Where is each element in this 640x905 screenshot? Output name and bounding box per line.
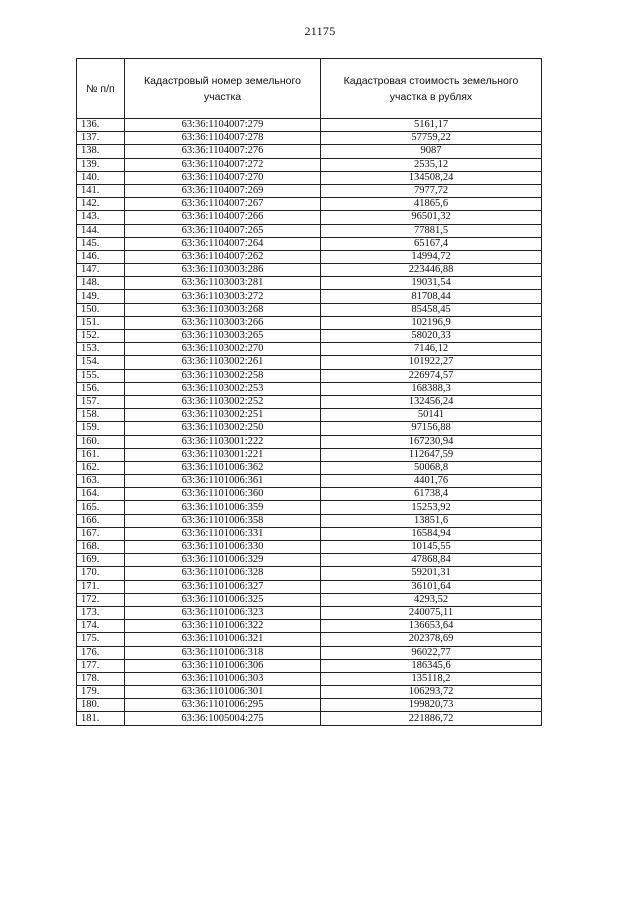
cadastral-value-cell: 58020,33 xyxy=(321,330,542,343)
cadastral-value-cell: 16584,94 xyxy=(321,527,542,540)
table-row xyxy=(77,633,542,646)
row-number-cell: 141. xyxy=(77,184,125,197)
table-row xyxy=(77,488,542,501)
cadastral-number-cell: 63:36:1101006:327 xyxy=(125,580,321,593)
cadastral-value-cell: 221886,72 xyxy=(321,712,542,725)
table-row xyxy=(77,369,542,382)
row-number-cell: 163. xyxy=(77,475,125,488)
row-number-cell: 162. xyxy=(77,461,125,474)
cadastral-number-cell: 63:36:1101006:328 xyxy=(125,567,321,580)
table-row xyxy=(77,184,542,197)
row-number-cell: 160. xyxy=(77,435,125,448)
cadastral-number-cell: 63:36:1103002:251 xyxy=(125,409,321,422)
cadastral-value-cell: 10145,55 xyxy=(321,541,542,554)
cadastral-value-cell: 81708,44 xyxy=(321,290,542,303)
cadastral-value-cell: 134508,24 xyxy=(321,171,542,184)
cadastral-number-cell: 63:36:1104007:276 xyxy=(125,145,321,158)
table-row xyxy=(77,686,542,699)
cadastral-value-cell: 97156,88 xyxy=(321,422,542,435)
row-number-cell: 173. xyxy=(77,606,125,619)
cadastral-number-cell: 63:36:1103001:221 xyxy=(125,448,321,461)
cadastral-number-cell: 63:36:1103001:222 xyxy=(125,435,321,448)
cadastral-value-cell: 4293,52 xyxy=(321,593,542,606)
cadastral-value-cell: 112647,59 xyxy=(321,448,542,461)
row-number-cell: 150. xyxy=(77,303,125,316)
cadastral-number-cell: 63:36:1101006:325 xyxy=(125,593,321,606)
row-number-cell: 146. xyxy=(77,250,125,263)
cadastral-number-cell: 63:36:1104007:267 xyxy=(125,198,321,211)
table-row xyxy=(77,290,542,303)
cadastral-number-cell: 63:36:1101006:323 xyxy=(125,606,321,619)
row-number-cell: 153. xyxy=(77,343,125,356)
row-number-cell: 165. xyxy=(77,501,125,514)
cadastral-value-cell: 14994,72 xyxy=(321,250,542,263)
row-number-cell: 178. xyxy=(77,672,125,685)
cadastral-value-cell: 59201,31 xyxy=(321,567,542,580)
cadastral-number-cell: 63:36:1104007:270 xyxy=(125,171,321,184)
cadastral-number-cell: 63:36:1101006:303 xyxy=(125,672,321,685)
table-row xyxy=(77,527,542,540)
row-number-cell: 179. xyxy=(77,686,125,699)
table-row xyxy=(77,264,542,277)
cadastral-value-cell: 50141 xyxy=(321,409,542,422)
cadastral-number-cell: 63:36:1103002:253 xyxy=(125,382,321,395)
cadastral-value-cell: 19031,54 xyxy=(321,277,542,290)
table-row xyxy=(77,303,542,316)
table-row xyxy=(77,158,542,171)
cadastral-number-cell: 63:36:1101006:301 xyxy=(125,686,321,699)
cadastral-number-cell: 63:36:1103003:272 xyxy=(125,290,321,303)
cadastral-value-cell: 226974,57 xyxy=(321,369,542,382)
table-row xyxy=(77,699,542,712)
cadastral-value-cell: 9087 xyxy=(321,145,542,158)
row-number-cell: 143. xyxy=(77,211,125,224)
cadastral-number-cell: 63:36:1104007:262 xyxy=(125,250,321,263)
table-row xyxy=(77,672,542,685)
row-number-cell: 181. xyxy=(77,712,125,725)
row-number-cell: 140. xyxy=(77,171,125,184)
cadastral-number-cell: 63:36:1103003:266 xyxy=(125,316,321,329)
cadastral-value-cell: 106293,72 xyxy=(321,686,542,699)
row-number-cell: 144. xyxy=(77,224,125,237)
row-number-cell: 166. xyxy=(77,514,125,527)
cadastral-value-cell: 96022,77 xyxy=(321,646,542,659)
cadastral-value-cell: 223446,88 xyxy=(321,264,542,277)
header-cadastral-number: Кадастровый номер земельного участка xyxy=(125,59,321,119)
cadastral-value-cell: 135118,2 xyxy=(321,672,542,685)
cadastral-number-cell: 63:36:1104007:272 xyxy=(125,158,321,171)
cadastral-number-cell: 63:36:1103002:258 xyxy=(125,369,321,382)
page-number: 21175 xyxy=(304,24,336,38)
cadastral-number-cell: 63:36:1103003:265 xyxy=(125,330,321,343)
table-row xyxy=(77,567,542,580)
cadastral-value-cell: 96501,32 xyxy=(321,211,542,224)
row-number-cell: 167. xyxy=(77,527,125,540)
row-number-cell: 154. xyxy=(77,356,125,369)
row-number-cell: 180. xyxy=(77,699,125,712)
cadastral-value-cell: 7146,12 xyxy=(321,343,542,356)
cadastral-number-cell: 63:36:1103002:270 xyxy=(125,343,321,356)
table-row xyxy=(77,132,542,145)
cadastral-number-cell: 63:36:1101006:330 xyxy=(125,541,321,554)
cadastral-number-cell: 63:36:1101006:295 xyxy=(125,699,321,712)
cadastral-value-cell: 199820,73 xyxy=(321,699,542,712)
cadastral-number-cell: 63:36:1101006:322 xyxy=(125,620,321,633)
cadastral-number-cell: 63:36:1101006:321 xyxy=(125,633,321,646)
row-number-cell: 155. xyxy=(77,369,125,382)
row-number-cell: 169. xyxy=(77,554,125,567)
header-cadastral-value: Кадастровая стоимость земельного участка в рублях xyxy=(321,59,542,119)
row-number-cell: 176. xyxy=(77,646,125,659)
table-row xyxy=(77,580,542,593)
cadastral-number-cell: 63:36:1101006:358 xyxy=(125,514,321,527)
table-row xyxy=(77,343,542,356)
cadastral-number-cell: 63:36:1104007:264 xyxy=(125,237,321,250)
table-row xyxy=(77,448,542,461)
table-row xyxy=(77,395,542,408)
row-number-cell: 158. xyxy=(77,409,125,422)
table-row xyxy=(77,541,542,554)
table-row xyxy=(77,554,542,567)
cadastral-number-cell: 63:36:1104007:266 xyxy=(125,211,321,224)
cadastral-number-cell: 63:36:1103003:268 xyxy=(125,303,321,316)
table-row xyxy=(77,409,542,422)
cadastral-number-cell: 63:36:1101006:359 xyxy=(125,501,321,514)
row-number-cell: 156. xyxy=(77,382,125,395)
table-row xyxy=(77,356,542,369)
cadastral-number-cell: 63:36:1101006:362 xyxy=(125,461,321,474)
row-number-cell: 151. xyxy=(77,316,125,329)
cadastral-value-cell: 36101,64 xyxy=(321,580,542,593)
table-row xyxy=(77,316,542,329)
cadastral-value-cell: 167230,94 xyxy=(321,435,542,448)
row-number-cell: 170. xyxy=(77,567,125,580)
row-number-cell: 137. xyxy=(77,132,125,145)
table-row xyxy=(77,501,542,514)
cadastral-value-cell: 2535,12 xyxy=(321,158,542,171)
table-row xyxy=(77,620,542,633)
cadastral-value-table xyxy=(76,58,542,726)
cadastral-number-cell: 63:36:1104007:265 xyxy=(125,224,321,237)
cadastral-value-cell: 5161,17 xyxy=(321,119,542,132)
table-row xyxy=(77,224,542,237)
cadastral-number-cell: 63:36:1103002:252 xyxy=(125,395,321,408)
cadastral-value-cell: 61738,4 xyxy=(321,488,542,501)
row-number-cell: 136. xyxy=(77,119,125,132)
cadastral-number-cell: 63:36:1005004:275 xyxy=(125,712,321,725)
row-number-cell: 157. xyxy=(77,395,125,408)
cadastral-value-cell: 57759,22 xyxy=(321,132,542,145)
cadastral-number-cell: 63:36:1101006:306 xyxy=(125,659,321,672)
table-row xyxy=(77,211,542,224)
cadastral-value-cell: 132456,24 xyxy=(321,395,542,408)
table-row xyxy=(77,712,542,725)
row-number-cell: 161. xyxy=(77,448,125,461)
cadastral-number-cell: 63:36:1103002:250 xyxy=(125,422,321,435)
cadastral-value-cell: 186345,6 xyxy=(321,659,542,672)
table-row xyxy=(77,461,542,474)
row-number-cell: 152. xyxy=(77,330,125,343)
row-number-cell: 172. xyxy=(77,593,125,606)
cadastral-number-cell: 63:36:1104007:279 xyxy=(125,119,321,132)
table-row xyxy=(77,435,542,448)
table-row xyxy=(77,382,542,395)
cadastral-value-cell: 47868,84 xyxy=(321,554,542,567)
row-number-cell: 177. xyxy=(77,659,125,672)
table-row xyxy=(77,145,542,158)
row-number-cell: 138. xyxy=(77,145,125,158)
cadastral-value-cell: 240075,11 xyxy=(321,606,542,619)
cadastral-number-cell: 63:36:1101006:361 xyxy=(125,475,321,488)
table-row xyxy=(77,250,542,263)
row-number-cell: 145. xyxy=(77,237,125,250)
cadastral-value-cell: 50068,8 xyxy=(321,461,542,474)
cadastral-value-cell: 101922,27 xyxy=(321,356,542,369)
table-row xyxy=(77,198,542,211)
table-row xyxy=(77,606,542,619)
cadastral-value-cell: 4401,76 xyxy=(321,475,542,488)
cadastral-number-cell: 63:36:1103003:286 xyxy=(125,264,321,277)
row-number-cell: 147. xyxy=(77,264,125,277)
cadastral-value-cell: 102196,9 xyxy=(321,316,542,329)
row-number-cell: 174. xyxy=(77,620,125,633)
cadastral-value-cell: 85458,45 xyxy=(321,303,542,316)
cadastral-number-cell: 63:36:1101006:329 xyxy=(125,554,321,567)
table-row xyxy=(77,646,542,659)
table-row xyxy=(77,422,542,435)
table-header-row xyxy=(77,59,542,119)
table-row xyxy=(77,659,542,672)
table-row xyxy=(77,237,542,250)
cadastral-number-cell: 63:36:1103003:281 xyxy=(125,277,321,290)
cadastral-value-cell: 136653,64 xyxy=(321,620,542,633)
row-number-cell: 164. xyxy=(77,488,125,501)
table-row xyxy=(77,119,542,132)
cadastral-value-cell: 13851,6 xyxy=(321,514,542,527)
table-row xyxy=(77,475,542,488)
row-number-cell: 149. xyxy=(77,290,125,303)
cadastral-number-cell: 63:36:1101006:360 xyxy=(125,488,321,501)
cadastral-number-cell: 63:36:1101006:331 xyxy=(125,527,321,540)
table-row xyxy=(77,330,542,343)
table-row xyxy=(77,514,542,527)
row-number-cell: 142. xyxy=(77,198,125,211)
row-number-cell: 171. xyxy=(77,580,125,593)
row-number-cell: 148. xyxy=(77,277,125,290)
cadastral-number-cell: 63:36:1104007:269 xyxy=(125,184,321,197)
cadastral-value-cell: 77881,5 xyxy=(321,224,542,237)
table-row xyxy=(77,593,542,606)
cadastral-number-cell: 63:36:1101006:318 xyxy=(125,646,321,659)
header-num: № п/п xyxy=(77,59,125,119)
row-number-cell: 168. xyxy=(77,541,125,554)
table-row xyxy=(77,277,542,290)
cadastral-number-cell: 63:36:1103002:261 xyxy=(125,356,321,369)
row-number-cell: 159. xyxy=(77,422,125,435)
row-number-cell: 139. xyxy=(77,158,125,171)
row-number-cell: 175. xyxy=(77,633,125,646)
cadastral-value-cell: 65167,4 xyxy=(321,237,542,250)
cadastral-value-cell: 15253,92 xyxy=(321,501,542,514)
table-row xyxy=(77,171,542,184)
table-body xyxy=(77,119,542,726)
cadastral-value-cell: 168388,3 xyxy=(321,382,542,395)
cadastral-value-cell: 7977,72 xyxy=(321,184,542,197)
table-header xyxy=(77,59,542,119)
cadastral-number-cell: 63:36:1104007:278 xyxy=(125,132,321,145)
cadastral-value-cell: 202378,69 xyxy=(321,633,542,646)
cadastral-value-cell: 41865,6 xyxy=(321,198,542,211)
